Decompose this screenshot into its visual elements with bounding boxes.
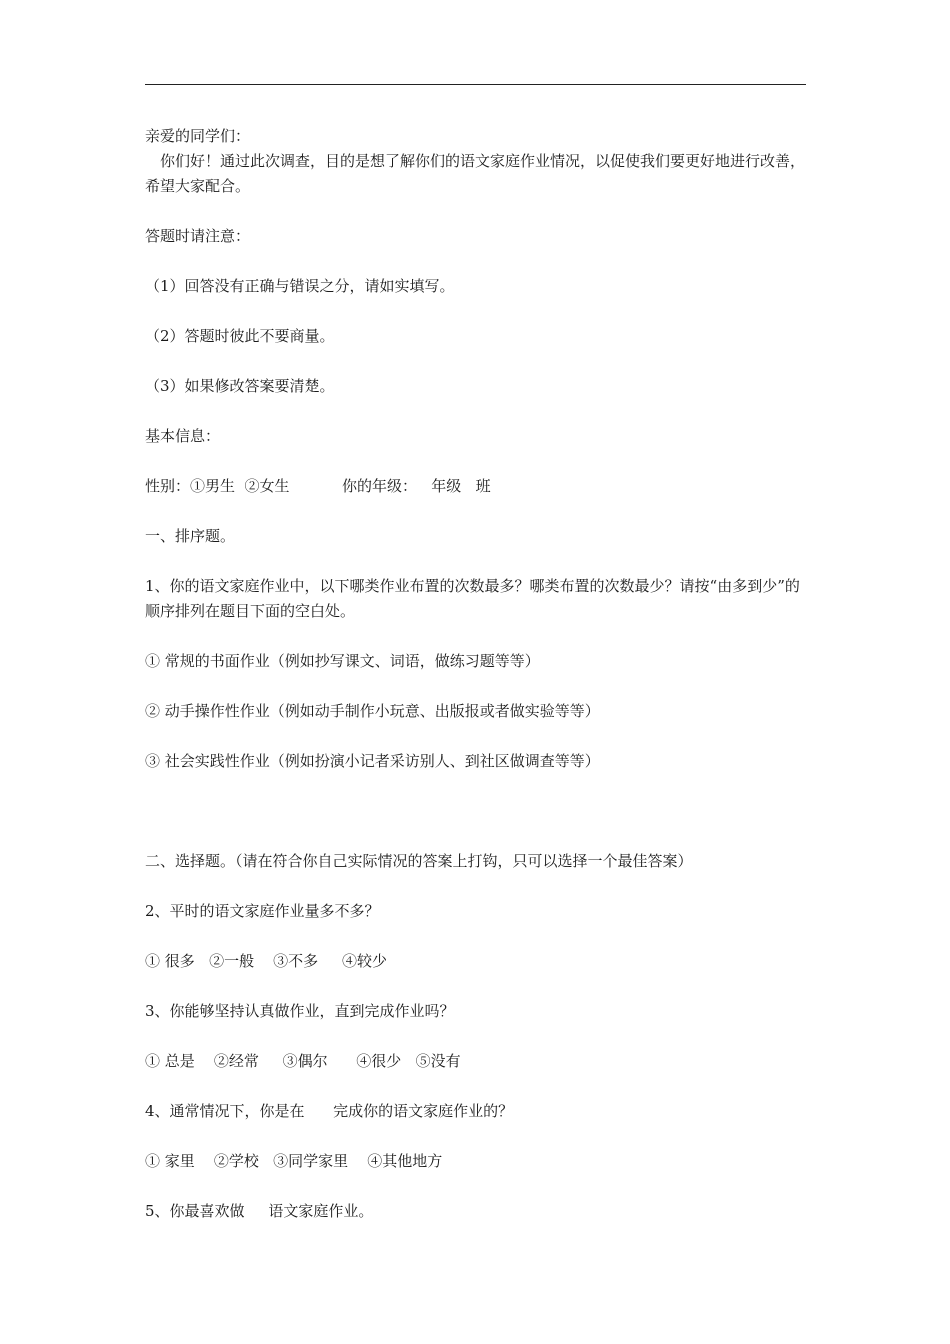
question-4-options: ① 家里 ②学校 ③同学家里 ④其他地方 [145, 1152, 443, 1170]
section-title: 一、排序题。 [145, 527, 236, 545]
notice-item: （3）如果修改答案要清楚。 [145, 377, 335, 395]
basic-info-line: 性别：①男生 ②女生 你的年级： 年级 班 [145, 477, 491, 495]
question-option: ③ 社会实践性作业（例如扮演小记者采访别人、到社区做调查等等） [145, 752, 600, 770]
header-rule [145, 84, 806, 85]
question-1: 1、你的语文家庭作业中，以下哪类作业布置的次数最多？哪类布置的次数最少？请按“由多到少”的顺序排列在题目下面的空白处。 [145, 577, 800, 620]
notice-item: （1）回答没有正确与错误之分，请如实填写。 [145, 277, 455, 295]
question-3-options: ① 总是 ②经常 ③偶尔 ④很少 ⑤没有 [145, 1052, 461, 1070]
question-4: 4、通常情况下，你是在 完成你的语文家庭作业的？ [145, 1102, 514, 1120]
question-option: ② 动手操作性作业（例如动手制作小玩意、出版报或者做实验等等） [145, 702, 600, 720]
question-3: 3、你能够坚持认真做作业，直到完成作业吗？ [145, 1002, 455, 1020]
question-5: 5、你最喜欢做 语文家庭作业。 [145, 1202, 374, 1220]
survey-document [145, 124, 810, 1224]
question-2: 2、平时的语文家庭作业量多不多？ [145, 902, 380, 920]
notice-item: （2）答题时彼此不要商量。 [145, 327, 335, 345]
greeting: 亲爱的同学们： [145, 127, 251, 145]
question-option: ① 常规的书面作业（例如抄写课文、词语，做练习题等等） [145, 652, 540, 670]
basic-info-title: 基本信息： [145, 427, 221, 445]
notice-title: 答题时请注意： [145, 227, 251, 245]
question-2-options: ① 很多 ②一般 ③不多 ④较少 [145, 952, 387, 970]
section-title: 二、选择题。（请在符合你自己实际情况的答案上打钩，只可以选择一个最佳答案） [145, 852, 693, 870]
intro-paragraph: 你们好！通过此次调查，目的是想了解你们的语文家庭作业情况，以促使我们要更好地进行改善，希望大家配合。 [145, 152, 806, 195]
